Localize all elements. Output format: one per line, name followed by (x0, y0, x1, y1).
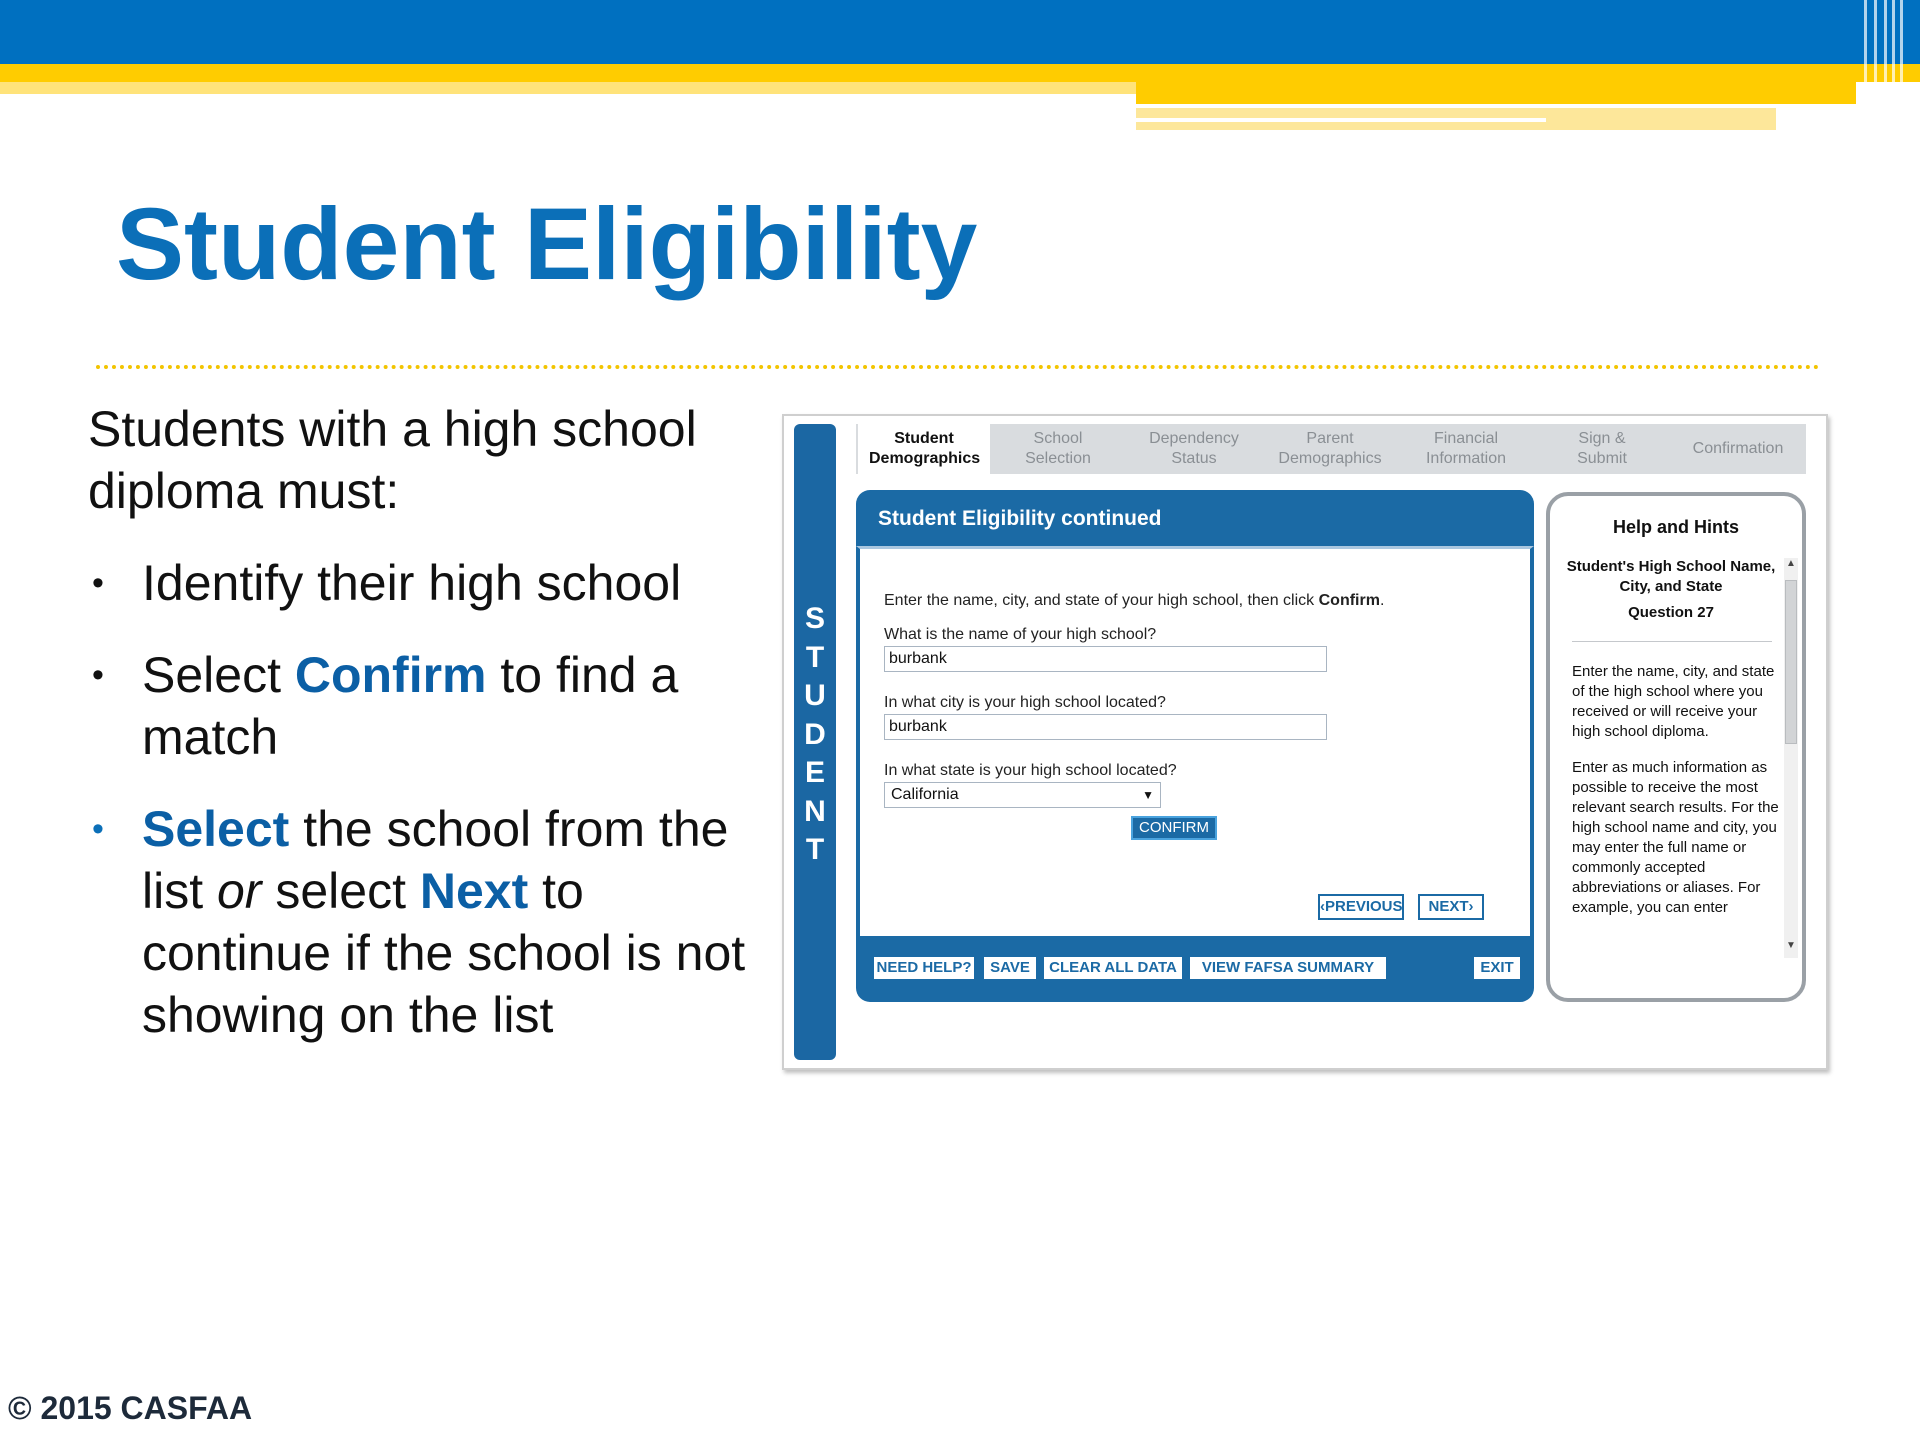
bullet-text-pre: Select (142, 647, 295, 703)
bullet-dot: • (92, 564, 104, 602)
slide-body (88, 398, 748, 1076)
help-subtitle: Student's High School Name, City, and State (1566, 558, 1776, 595)
help-paragraph: Enter as much information as possible to receive the most relevant search results. For the high school name and city, you may enter the full name or commonly accepted abbreviations or aliases. For example, you can enter (1572, 759, 1779, 916)
school-city-input[interactable]: burbank (884, 714, 1327, 740)
help-paragraph: Enter the name, city, and state of the high school where you received or will receive your high school diploma. (1572, 663, 1775, 740)
chevron-right-icon: › (1468, 898, 1474, 915)
header-band-yellow (0, 64, 1920, 82)
tab-student-demographics[interactable] (858, 424, 990, 474)
exit-button[interactable]: EXIT (1474, 957, 1520, 979)
header-band-line (1136, 104, 1776, 108)
bullet-highlight-next: Next (419, 863, 529, 919)
sidebar-letter: S (804, 602, 825, 635)
form-title: Student Eligibility continued (878, 507, 1162, 530)
tab-label: Student Demographics (869, 430, 981, 467)
scroll-up-icon[interactable]: ▲ (1786, 558, 1796, 569)
tab-label: School Selection (1025, 430, 1091, 467)
intro-text: Students with a high school diploma must: (88, 401, 697, 519)
tab-label: Dependency Status (1149, 430, 1239, 467)
tab-label: Financial Information (1425, 430, 1507, 467)
next-label: NEXT (1428, 898, 1469, 915)
bullet-text: Identify their high school (142, 555, 682, 611)
chevron-down-icon: ▼ (1142, 788, 1154, 802)
school-state-select[interactable] (884, 782, 1161, 808)
clear-all-data-button[interactable]: CLEAR ALL DATA (1044, 957, 1182, 979)
tab-sign-submit[interactable] (1536, 424, 1668, 474)
next-button[interactable] (1418, 894, 1484, 920)
bullet-item (88, 798, 748, 1046)
header-stripe (1864, 0, 1867, 130)
sidebar-letter: U (804, 679, 826, 712)
tab-confirmation[interactable] (1672, 424, 1804, 474)
scroll-down-icon[interactable]: ▼ (1786, 940, 1796, 951)
bullet-dot: • (92, 656, 104, 694)
header-band-line (1136, 118, 1546, 122)
tab-label: Sign & Submit (1577, 430, 1627, 467)
view-fafsa-summary-button[interactable]: VIEW FAFSA SUMMARY (1190, 957, 1386, 979)
sidebar-letter: T (805, 833, 825, 866)
header-band-light-yellow (0, 82, 1136, 94)
instruction-text: Enter the name, city, and state of your high school, then click (884, 592, 1319, 609)
school-state-label: In what state is your high school located? (884, 762, 1177, 779)
previous-button[interactable] (1318, 894, 1404, 920)
title-divider (96, 365, 1820, 369)
save-button[interactable]: SAVE (984, 957, 1036, 979)
bullet-text-post: to continue if the school is not showing on the list (142, 863, 746, 1043)
header-stripe (1884, 0, 1887, 130)
school-name-input[interactable]: burbank (884, 646, 1327, 672)
tab-label: Confirmation (1692, 440, 1784, 457)
header-stripe (1892, 0, 1895, 130)
tab-label: Parent Demographics (1278, 430, 1382, 467)
header-band-blue (0, 0, 1920, 64)
scrollbar-thumb[interactable] (1785, 580, 1797, 744)
school-name-label: What is the name of your high school? (884, 626, 1157, 643)
bullet-highlight-confirm: Confirm (294, 647, 487, 703)
chevron-left-icon: ‹ (1320, 898, 1325, 915)
help-question-number: Question 27 (1628, 604, 1714, 621)
tab-financial-information[interactable] (1400, 424, 1532, 474)
sidebar-letter: E (804, 756, 825, 789)
instruction-end: . (1379, 592, 1385, 609)
tab-school-selection[interactable] (992, 424, 1124, 474)
progress-tabs (856, 424, 1806, 474)
tab-parent-demographics[interactable] (1264, 424, 1396, 474)
header-stripe (1874, 0, 1877, 130)
previous-label: PREVIOUS (1325, 898, 1403, 915)
tab-dependency-status[interactable] (1128, 424, 1260, 474)
bullet-text-or: or (217, 863, 262, 919)
sidebar-letter: D (804, 717, 826, 751)
bullet-item (88, 552, 748, 614)
bullet-dot: • (92, 810, 104, 848)
need-help-button[interactable]: NEED HELP? (874, 957, 974, 979)
bullet-text-mid: the school from the list (142, 801, 729, 919)
copyright: © 2015 CASFAA (8, 1390, 253, 1426)
header-stripe (1900, 0, 1903, 130)
form-instruction (884, 592, 1384, 610)
bullet-item (88, 644, 748, 768)
confirm-button[interactable]: CONFIRM (1131, 816, 1217, 840)
sidebar-label (794, 600, 836, 870)
help-title: Help and Hints (1612, 517, 1739, 537)
help-text (1572, 662, 1780, 954)
help-divider (1572, 641, 1772, 642)
bullet-text-mid: select (261, 863, 420, 919)
header-band-yellow-right (1136, 82, 1856, 104)
bullet-highlight-select: Select (142, 801, 290, 857)
sidebar-letter: N (804, 794, 826, 828)
school-city-label: In what city is your high school located? (884, 694, 1166, 711)
state-select-value: California (891, 786, 959, 803)
slide-title: Student Eligibility (116, 187, 978, 301)
instruction-confirm: Confirm (1318, 592, 1380, 609)
sidebar-letter: T (805, 640, 825, 674)
bullet-text-post: to find a match (142, 647, 679, 765)
